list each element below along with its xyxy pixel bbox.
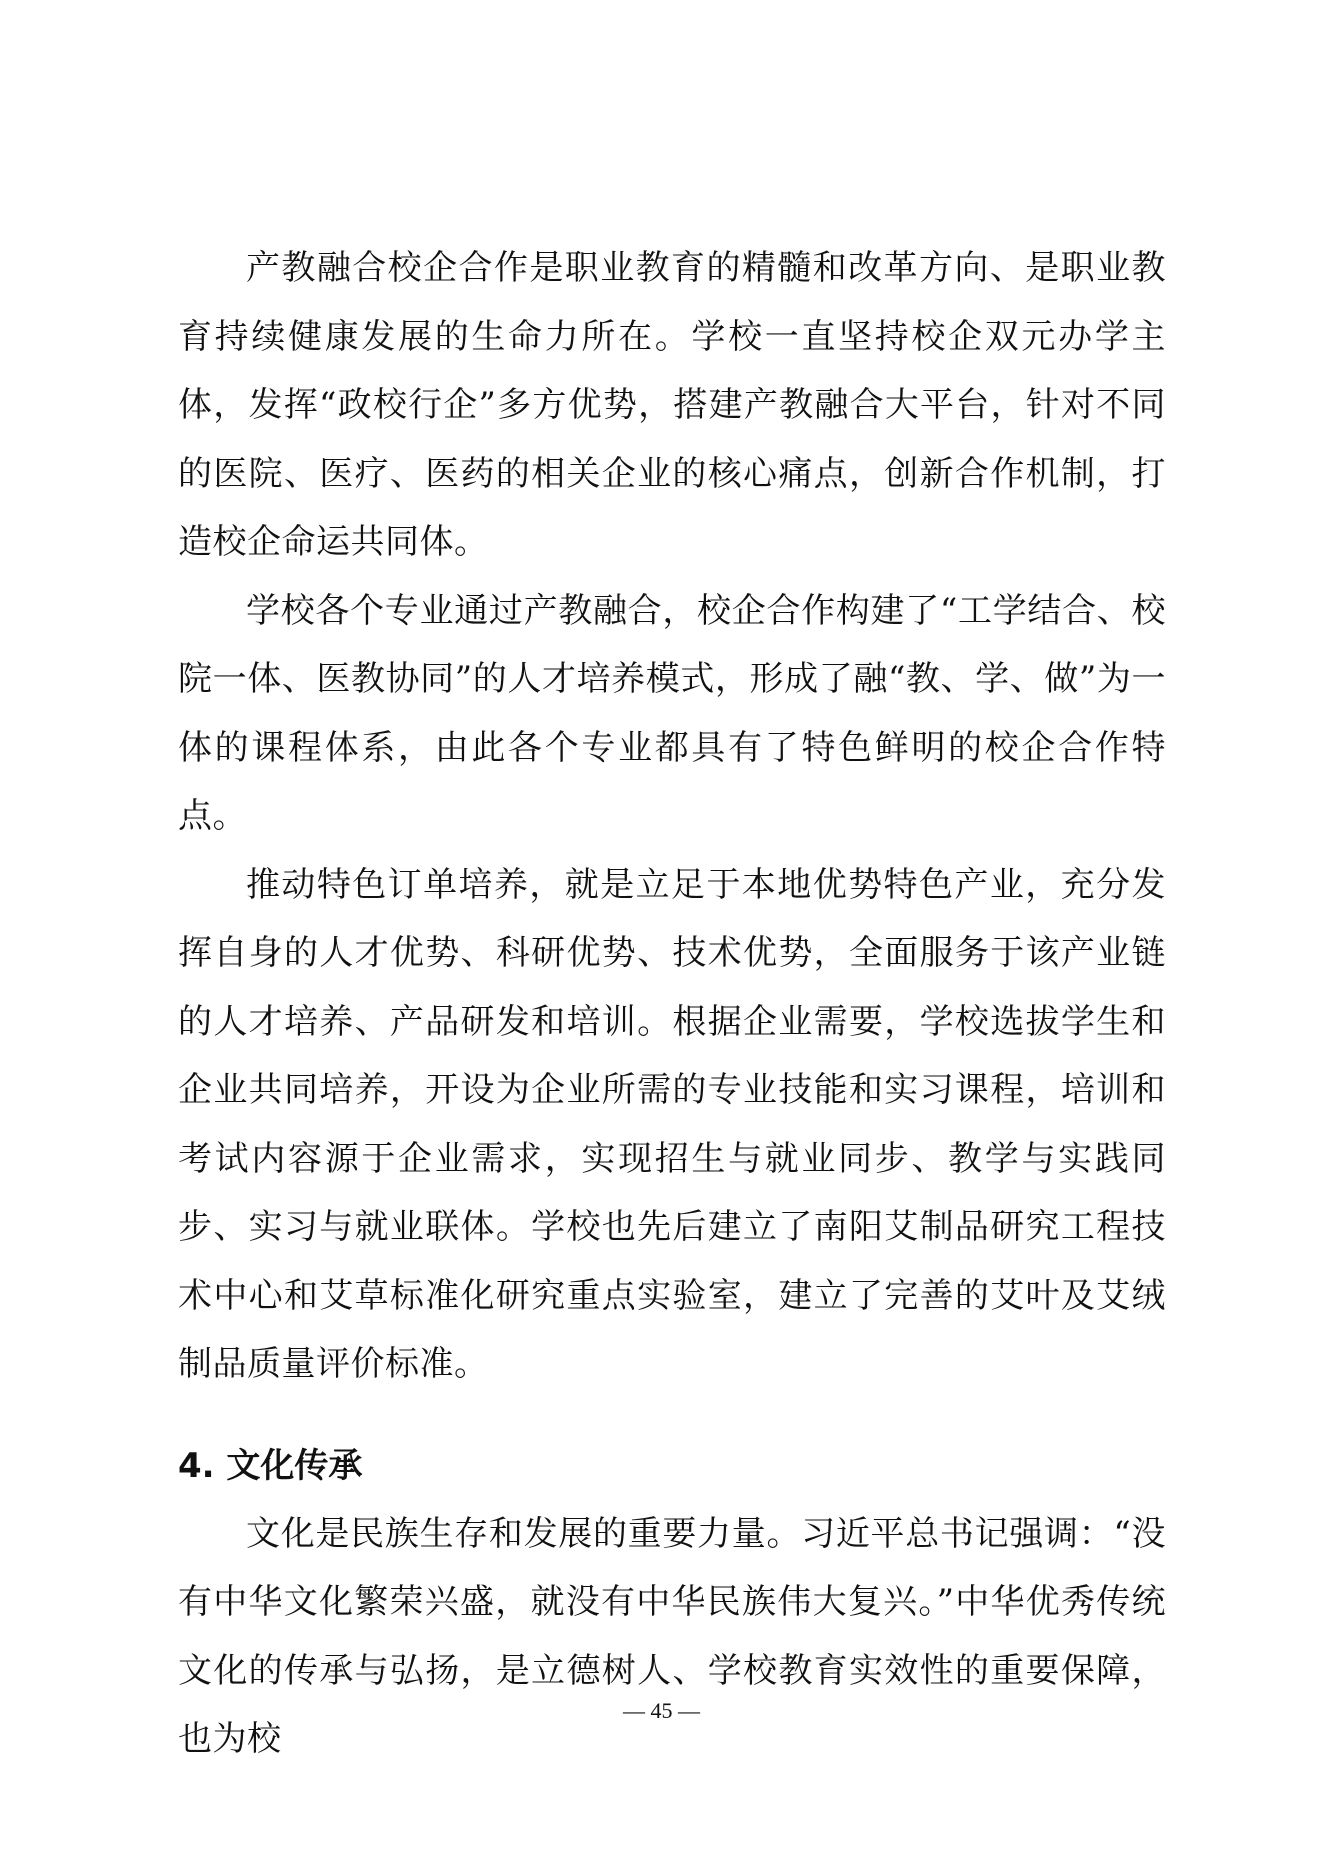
page-body [178,234,1166,1774]
paragraph-industry-education-integration: 产教融合校企合作是职业教育的精髓和改革方向、是职业教育持续健康发展的生命力所在。学校一直坚持校企双元办学主体，发挥“政校行企”多方优势，搭建产教融合大平台，针对不同的医院、医疗、医药的相关企业的核心痛点，创新合作机制，打造校企命运共同体。 [178,248,1166,562]
paragraph-culture: 文化是民族生存和发展的重要力量。习近平总书记强调：“没有中华文化繁荣兴盛，就没有中华民族伟大复兴。”中华优秀传统文化的传承与弘扬，是立德树人、学校教育实效性的重要保障，也为校 [178,1513,1166,1759]
paragraph-order-training: 推动特色订单培养，就是立足于本地优势特色产业，充分发挥自身的人才优势、科研优势、技术优势，全面服务于该产业链的人才培养、产品研发和培训。根据企业需要，学校选拔学生和企业共同培养，开设为企业所需的专业技能和实习课程，培训和考试内容源于企业需求，实现招生与就业同步、教学与实践同步、实习与就业联体。学校也先后建立了南阳艾制品研究工程技术中心和艾草标准化研究重点实验室，建立了完善的艾叶及艾绒制品质量评价标准。 [178,864,1166,1384]
section-heading-culture: 4. 文化传承 [178,1445,363,1486]
paragraph-talent-training-model: 学校各个专业通过产教融合，校企合作构建了“工学结合、校院一体、医教协同”的人才培养模式，形成了融“教、学、做”为一体的课程体系，由此各个专业都具有了特色鲜明的校企合作特点。 [178,590,1166,836]
page-number: — 45 — [623,1698,700,1723]
